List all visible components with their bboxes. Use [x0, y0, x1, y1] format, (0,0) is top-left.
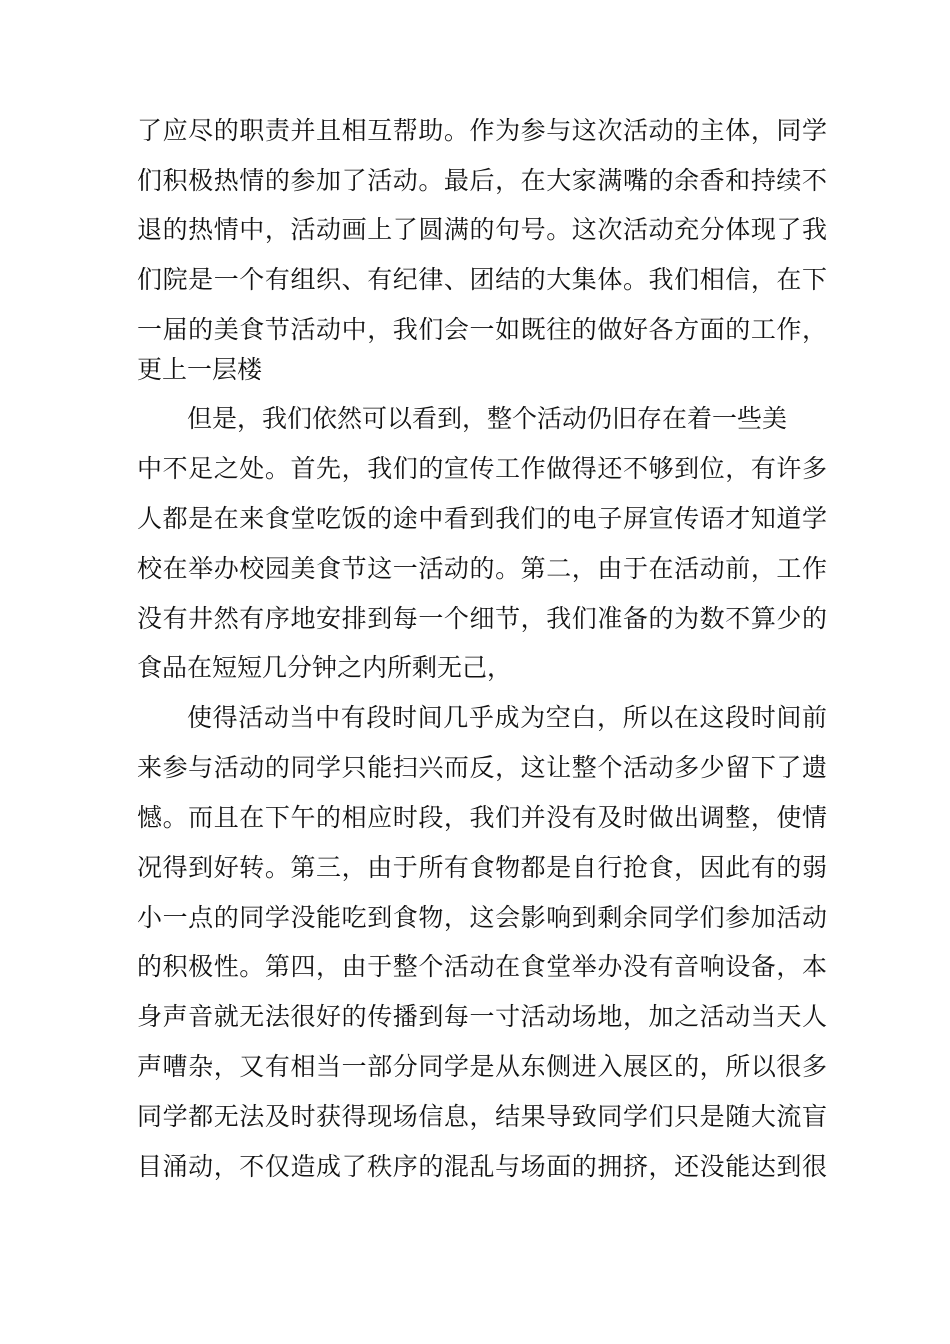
paragraph-3-line-7: 身声音就无法很好的传播到每一寸活动场地，加之活动当天人: [137, 1002, 827, 1031]
paragraph-3-line-6: 的积极性。第四，由于整个活动在食堂举办没有音响设备，本: [137, 952, 827, 981]
paragraph-1-line-4: 们院是一个有组织、有纪律、团结的大集体。我们相信，在下: [137, 265, 827, 294]
paragraph-1-line-3: 退的热情中，活动画上了圆满的句号。这次活动充分体现了我: [137, 215, 827, 244]
paragraph-3-line-9: 同学都无法及时获得现场信息，结果导致同学们只是随大流盲: [137, 1102, 827, 1131]
paragraph-3-line-2: 来参与活动的同学只能扫兴而反，这让整个活动多少留下了遗: [137, 753, 827, 782]
paragraph-1-line-1: 了应尽的职责并且相互帮助。作为参与这次活动的主体，同学: [137, 116, 827, 145]
paragraph-2-line-5: 没有井然有序地安排到每一个细节，我们准备的为数不算少的: [137, 604, 827, 633]
paragraph-2-line-6: 食品在短短几分钟之内所剩无己，: [137, 653, 513, 682]
paragraph-1-line-2: 们积极热情的参加了活动。最后，在大家满嘴的余香和持续不: [137, 166, 827, 195]
paragraph-3-line-10: 目涌动，不仅造成了秩序的混乱与场面的拥挤，还没能达到很: [137, 1152, 827, 1181]
paragraph-3-line-3: 憾。而且在下午的相应时段，我们并没有及时做出调整，使情: [137, 803, 827, 832]
paragraph-2-line-4: 校在举办校园美食节这一活动的。第二，由于在活动前，工作: [137, 554, 827, 583]
paragraph-2-line-3: 人都是在来食堂吃饭的途中看到我们的电子屏宣传语才知道学: [137, 504, 827, 533]
paragraph-2-line-2: 中不足之处。首先，我们的宣传工作做得还不够到位，有许多: [137, 454, 827, 483]
paragraph-1-line-6: 更上一层楼: [137, 355, 263, 384]
paragraph-2-line-1: 但是，我们依然可以看到，整个活动仍旧存在着一些美: [187, 404, 788, 433]
paragraph-3-line-1: 使得活动当中有段时间几乎成为空白，所以在这段时间前: [187, 703, 827, 732]
paragraph-3-line-4: 况得到好转。第三，由于所有食物都是自行抢食，因此有的弱: [137, 853, 827, 882]
paragraph-3-line-5: 小一点的同学没能吃到食物，这会影响到剩余同学们参加活动: [137, 903, 827, 932]
paragraph-1-line-5: 一届的美食节活动中，我们会一如既往的做好各方面的工作，: [137, 315, 827, 344]
paragraph-3-line-8: 声嘈杂，又有相当一部分同学是从东侧进入展区的，所以很多: [137, 1052, 827, 1081]
